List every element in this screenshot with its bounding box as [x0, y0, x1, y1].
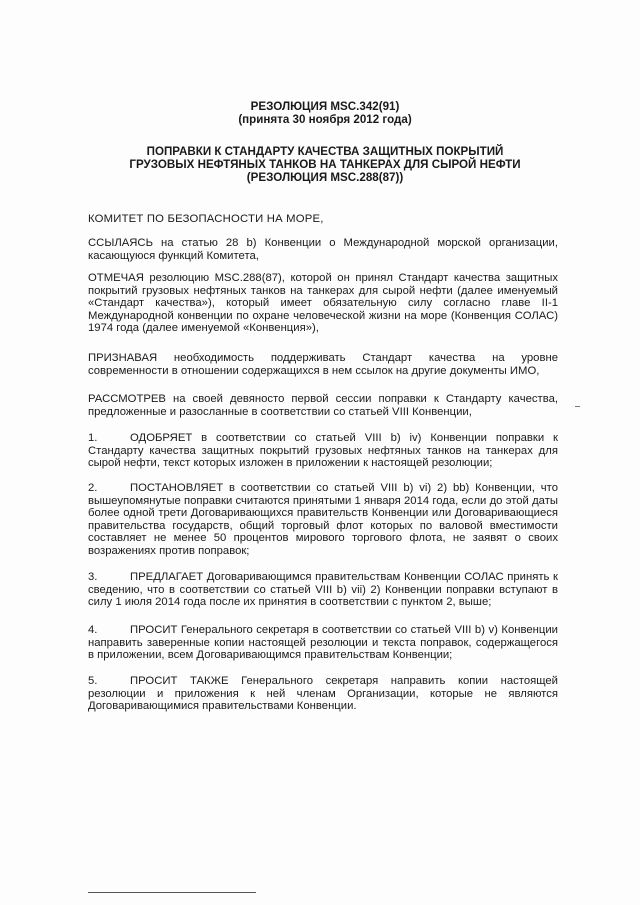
recalling-paragraph: ССЫЛАЯСЬ на статью 28 b) Конвенции о Международной морской организации, касающуюся функций Комитета, [88, 237, 558, 262]
paragraph-number: 3. [88, 571, 98, 583]
paragraph-text: ПОСТАНОВЛЯЕТ в соответствии со статьей VIII b) vi) 2) bb) Конвенции, что вышеупомянутые поправки считаются принятыми 1 января 2014 года, если до этой даты более одной трети Договаривающихся правительств Конвенции или Договаривающиеся правительства государств, общий торговый флот которых по валовой вместимости составляет не менее 50 процентов мирового торгового флота, не заявят о своих возражениях против поправок; [88, 482, 558, 557]
committee-line: КОМИТЕТ ПО БЕЗОПАСНОСТИ НА МОРЕ, [88, 213, 324, 225]
subject-line-1: ПОПРАВКИ К СТАНДАРТУ КАЧЕСТВА ЗАЩИТНЫХ ПОКРЫТИЙ [146, 145, 504, 158]
considering-paragraph: РАССМОТРЕВ на своей девяносто первой сессии поправки к Стандарту качества, предложенные и разосланные в соответствии со статьей VIII Конвенции, [88, 393, 558, 418]
paragraph-number: 5. [88, 675, 98, 687]
recognizing-paragraph: ПРИЗНАВАЯ необходимость поддерживать Стандарт качества на уровне современности в отношении содержащихся в нем ссылок на другие документы ИМО, [88, 352, 558, 377]
stray-mark [575, 406, 580, 407]
operative-paragraph-5 [88, 675, 558, 713]
operative-paragraph-1 [88, 432, 558, 470]
operative-paragraph-3 [88, 571, 558, 609]
operative-paragraph-4 [88, 624, 558, 662]
subject-line-2: ГРУЗОВЫХ НЕФТЯНЫХ ТАНКОВ НА ТАНКЕРАХ ДЛЯ СЫРОЙ НЕФТИ [129, 158, 521, 171]
paragraph-number: 4. [88, 624, 98, 636]
paragraph-text: ПРЕДЛАГАЕТ Договаривающимся правительствам Конвенции СОЛАС принять к сведению, что в соответствии со статьей VIII b) vii) 2) Конвенции поправки вступают в силу 1 июля 2014 года после их принятия в соответствии с пунктом 2, выше; [88, 571, 558, 608]
subject-line-3: (РЕЗОЛЮЦИЯ MSC.288(87)) [246, 171, 404, 184]
paragraph-number: 1. [88, 432, 98, 444]
resolution-subject [80, 145, 570, 184]
paragraph-text: ОДОБРЯЕТ в соответствии со статьей VIII b) iv) Конвенции поправки к Стандарту качества защитных покрытий грузовых нефтяных танков на танкерах для сырой нефти, текст которых изложен в приложении к настоящей резолюции; [88, 432, 558, 469]
paragraph-text: ПРОСИТ ТАКЖЕ Генерального секретаря направить копии настоящей резолюции и приложения к ней членам Организации, которые не являются Договаривающимися правительствами Конвенции. [88, 675, 558, 712]
footer-rule [88, 892, 256, 893]
resolution-number: РЕЗОЛЮЦИЯ MSC.342(91) [250, 100, 400, 113]
resolution-header [80, 100, 570, 126]
paragraph-number: 2. [88, 482, 98, 494]
paragraph-text: ПРОСИТ Генерального секретаря в соответствии со статьей VIII b) v) Конвенции направить заверенные копии настоящей резолюции и текста поправок, содержащегося в приложении, всем Договаривающимся правительствам Конвенции; [88, 624, 558, 661]
noting-paragraph: ОТМЕЧАЯ резолюцию MSC.288(87), которой он принял Стандарт качества защитных покрытий грузовых нефтяных танков на танкерах для сырой нефти (далее именуемый «Стандарт качества»), который имеет обязательную силу согласно главе II-1 Международной конвенции по охране человеческой жизни на море (Конвенция СОЛАС) 1974 года (далее именуемой «Конвенция»), [88, 272, 558, 334]
adoption-date: (принята 30 ноября 2012 года) [238, 113, 412, 126]
operative-paragraph-2 [88, 482, 558, 557]
